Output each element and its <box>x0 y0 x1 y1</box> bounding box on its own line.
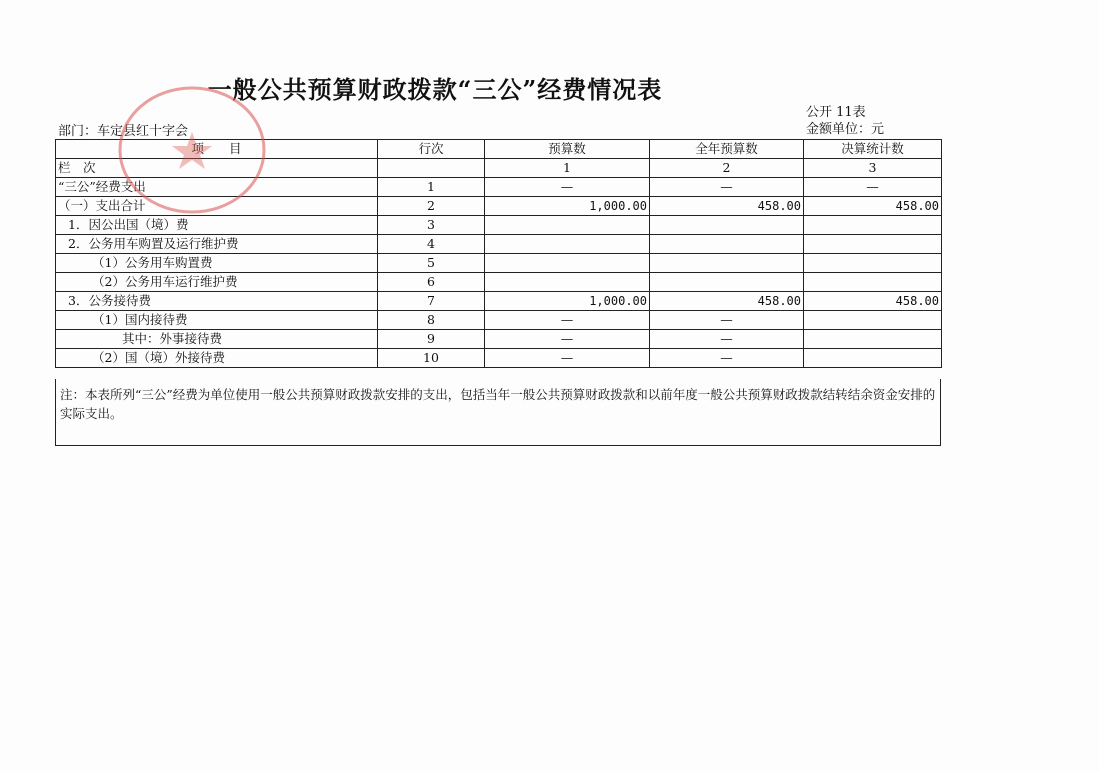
page-title: 一般公共预算财政拨款“三公”经费情况表 <box>207 75 663 104</box>
row-final <box>804 349 942 368</box>
column-number-1: 1 <box>485 159 650 178</box>
row-label: 3．公务接待费 <box>56 292 378 311</box>
row-number: 8 <box>378 311 485 330</box>
row-full-year: — <box>650 178 804 197</box>
table-row <box>56 254 942 273</box>
row-final <box>804 330 942 349</box>
column-number-row <box>56 159 942 178</box>
table-row <box>56 349 942 368</box>
department-label: 部门：车定县红十字会 <box>58 124 189 139</box>
amount-unit: 金额单位：元 <box>806 122 885 137</box>
row-label: 1．因公出国（境）费 <box>56 216 378 235</box>
column-number-3: 3 <box>804 159 942 178</box>
row-label: 其中：外事接待费 <box>56 330 378 349</box>
row-number: 7 <box>378 292 485 311</box>
three-public-expenses-table <box>55 139 942 368</box>
row-budget <box>485 254 650 273</box>
row-label: （1）公务用车购置费 <box>56 254 378 273</box>
row-budget: — <box>485 330 650 349</box>
row-full-year <box>650 273 804 292</box>
row-number: 6 <box>378 273 485 292</box>
row-budget: — <box>485 178 650 197</box>
row-final <box>804 273 942 292</box>
row-full-year: 458.00 <box>650 292 804 311</box>
row-number: 10 <box>378 349 485 368</box>
row-budget: 1,000.00 <box>485 197 650 216</box>
table-row <box>56 273 942 292</box>
row-number: 1 <box>378 178 485 197</box>
row-full-year: — <box>650 311 804 330</box>
table-row <box>56 330 942 349</box>
row-final: — <box>804 178 942 197</box>
row-final <box>804 254 942 273</box>
row-label: （2）公务用车运行维护费 <box>56 273 378 292</box>
table-meta <box>806 104 884 138</box>
row-final <box>804 235 942 254</box>
row-full-year <box>650 216 804 235</box>
row-number: 3 <box>378 216 485 235</box>
row-budget <box>485 273 650 292</box>
row-label: （2）国（境）外接待费 <box>56 349 378 368</box>
row-budget: 1,000.00 <box>485 292 650 311</box>
row-full-year: 458.00 <box>650 197 804 216</box>
row-full-year: — <box>650 349 804 368</box>
row-number: 9 <box>378 330 485 349</box>
row-number: 2 <box>378 197 485 216</box>
row-final: 458.00 <box>804 197 942 216</box>
row-label: “三公”经费支出 <box>56 178 378 197</box>
row-full-year: — <box>650 330 804 349</box>
header-item: 项 目 <box>56 140 378 159</box>
row-final <box>804 216 942 235</box>
table-header-row <box>56 140 942 159</box>
row-budget: — <box>485 311 650 330</box>
row-label: （一）支出合计 <box>56 197 378 216</box>
row-full-year <box>650 254 804 273</box>
table-row <box>56 197 942 216</box>
header-full-year-budget: 全年预算数 <box>650 140 804 159</box>
row-label: 2．公务用车购置及运行维护费 <box>56 235 378 254</box>
column-number-label: 栏 次 <box>56 159 378 178</box>
row-final: 458.00 <box>804 292 942 311</box>
table-row <box>56 178 942 197</box>
table-row <box>56 235 942 254</box>
row-label: （1）国内接待费 <box>56 311 378 330</box>
column-number-2: 2 <box>650 159 804 178</box>
row-full-year <box>650 235 804 254</box>
table-row <box>56 311 942 330</box>
header-row-no: 行次 <box>378 140 485 159</box>
row-budget <box>485 235 650 254</box>
header-budget: 预算数 <box>485 140 650 159</box>
table-note: 注：本表所列“三公”经费为单位使用一般公共预算财政拨款安排的支出，包括当年一般公共预算财政拨款和以前年度一般公共预算财政拨款结转结余资金安排的实际支出。 <box>55 379 941 446</box>
header-final-statistics: 决算统计数 <box>804 140 942 159</box>
row-final <box>804 311 942 330</box>
row-budget: — <box>485 349 650 368</box>
table-id: 公开 11表 <box>806 105 866 120</box>
table-row <box>56 216 942 235</box>
table-row <box>56 292 942 311</box>
row-number: 5 <box>378 254 485 273</box>
row-budget <box>485 216 650 235</box>
row-number: 4 <box>378 235 485 254</box>
